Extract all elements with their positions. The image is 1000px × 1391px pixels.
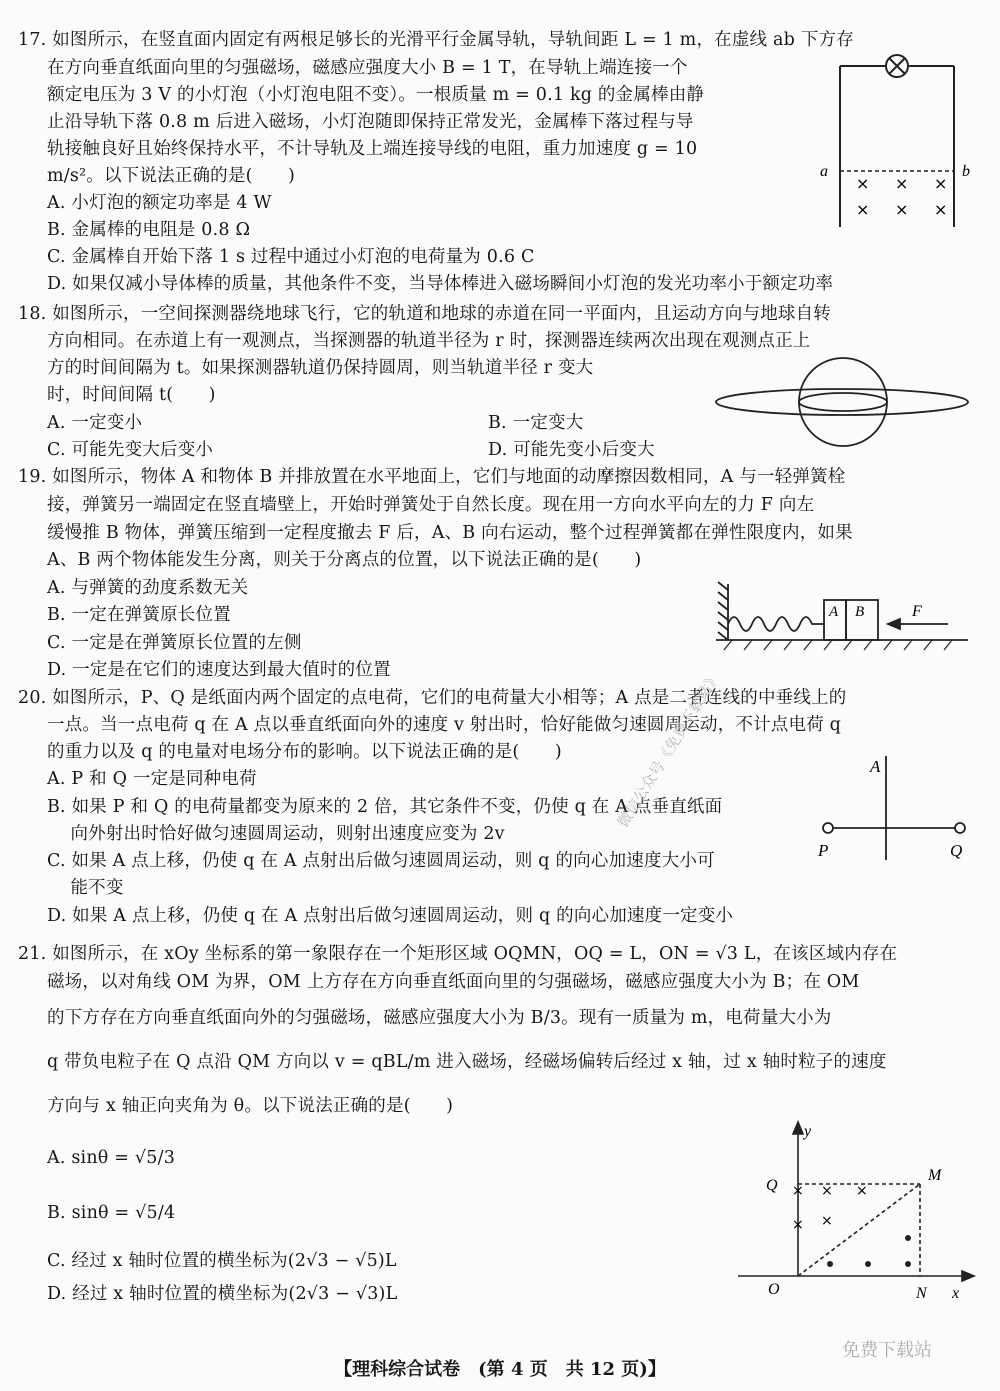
- q21-option-c: C. 经过 x 轴时位置的横坐标为(2√3 − √5)L: [47, 1251, 397, 1271]
- q20-option-b: B. 如果 P 和 Q 的电荷量都变为原来的 2 倍，其它条件不变，仍使 q 在 A 点垂直纸面: [47, 797, 723, 817]
- q21-line-1: 21. 如图所示，在 xOy 坐标系的第一象限存在一个矩形区域 OQMN，OQ = L，ON = √3 L，在该区域内存在: [18, 944, 898, 964]
- field-cross: ×: [856, 200, 870, 219]
- q21-line-5: 方向与 x 轴正向夹角为 θ。以下说法正确的是( ): [47, 1096, 454, 1116]
- q20-line-1: 20. 如图所示，P、Q 是纸面内两个固定的点电荷，它们的电荷量大小相等；A 点是二者连线的中垂线上的: [18, 688, 847, 708]
- force-f-label: F: [912, 603, 922, 620]
- q18-line-3: 方的时间间隔为 t。如果探测器轨道仍保持圆周，则当轨道半径 r 变大: [47, 358, 594, 378]
- q17-option-b: B. 金属棒的电阻是 0.8 Ω: [47, 220, 251, 240]
- q18-option-c: C. 可能先变大后变小: [47, 440, 214, 460]
- q17-line-5: 轨接触良好且始终保持水平，不计导轨及上端连接导线的电阻，重力加速度 g = 10: [47, 139, 698, 159]
- q21-line-3: 的下方存在方向垂直纸面向外的匀强磁场，磁感应强度大小为 B/3。现有一质量为 m，电荷量大小为: [47, 1008, 832, 1028]
- field-cross: ×: [934, 174, 948, 193]
- q20-line-2: 一点。当一点电荷 q 在 A 点以垂直纸面向外的速度 v 射出时，恰好能做匀速圆周运动，不计点电荷 q: [47, 715, 842, 735]
- field-cross: ×: [792, 1183, 804, 1199]
- q18-line-4: 时，时间间隔 t( ): [47, 385, 216, 405]
- point-q-label: Q: [766, 1177, 778, 1194]
- q21-option-b: B. sinθ = √5/4: [47, 1203, 176, 1223]
- q19-line-3: 缓慢推 B 物体，弹簧压缩到一定程度撤去 F 后，A、B 向右运动，整个过程弹簧都在弹性限度内，如果: [47, 523, 853, 543]
- point-a-label: A: [870, 757, 881, 776]
- q18-line-1: 18. 如图所示，一空间探测器绕地球飞行，它的轨道和地球的赤道在同一平面内，且运动方向与地球自转: [18, 304, 831, 324]
- field-cross: ×: [895, 174, 909, 193]
- q20-option-a: A. P 和 Q 一定是同种电荷: [47, 769, 257, 789]
- q19-line-2: 接，弹簧另一端固定在竖直墙壁上，开始时弹簧处于自然长度。现在用一方向水平向左的力 F 向左: [47, 495, 815, 515]
- page-footer: 【理科综合试卷 (第 4 页 共 12 页)】: [334, 1359, 666, 1380]
- q17-option-c: C. 金属棒自开始下落 1 s 过程中通过小灯泡的电荷量为 0.6 C: [47, 247, 535, 267]
- side-watermark: 微信公众号《免费下载站》: [613, 668, 725, 831]
- q18-earth-orbit-figure: [712, 356, 974, 448]
- q18-option-d: D. 可能先变小后变大: [488, 440, 655, 460]
- corner-watermark: 免费下载站: [842, 1340, 932, 1361]
- q19-option-c: C. 一定是在弹簧原长位置的左侧: [47, 633, 302, 653]
- q20-option-c: C. 如果 A 点上移，仍使 q 在 A 点射出后做匀速圆周运动，则 q 的向心加速度大小可: [47, 851, 715, 871]
- field-cross: ×: [792, 1217, 804, 1233]
- field-cross: ×: [821, 1183, 833, 1199]
- q17-label-b: b: [962, 163, 970, 180]
- q17-option-a: A. 小灯泡的额定功率是 4 W: [47, 193, 272, 213]
- q19-line-4: A、B 两个物体能发生分离，则关于分离点的位置，以下说法正确的是( ): [47, 550, 642, 570]
- q21-coordinate-figure: [730, 1118, 982, 1306]
- field-cross: ×: [856, 1183, 868, 1199]
- q19-option-b: B. 一定在弹簧原长位置: [47, 605, 231, 625]
- field-cross: ×: [856, 174, 870, 193]
- q17-line-2: 在方向垂直纸面向里的匀强磁场，磁感应强度大小 B = 1 T，在导轨上端连接一个: [47, 58, 688, 78]
- q19-spring-blocks-figure: [712, 576, 974, 656]
- q17-line-4: 止沿导轨下落 0.8 m 后进入磁场，小灯泡随即保持正常发光，金属棒下落过程与导: [47, 112, 694, 132]
- origin-o-label: O: [768, 1281, 780, 1298]
- field-cross: ×: [821, 1213, 833, 1229]
- q19-option-d: D. 一定是在它们的速度达到最大值时的位置: [47, 660, 391, 680]
- q17-line-3: 额定电压为 3 V 的小灯泡（小灯泡电阻不变）。一根质量 m = 0.1 kg 的金属棒由静: [47, 85, 705, 105]
- q20-charges-figure: [812, 752, 974, 864]
- q17-rail-figure: [812, 52, 982, 230]
- q19-option-a: A. 与弹簧的劲度系数无关: [47, 578, 249, 598]
- q17-option-d: D. 如果仅减小导体棒的质量，其他条件不变，当导体棒进入磁场瞬间小灯泡的发光功率小于额定功率: [47, 274, 834, 294]
- charge-p-label: P: [818, 841, 829, 860]
- axis-y-label: y: [804, 1123, 812, 1140]
- block-a-label: A: [829, 604, 839, 620]
- field-cross: ×: [934, 200, 948, 219]
- q18-option-b: B. 一定变大: [488, 413, 584, 433]
- q18-option-a: A. 一定变小: [47, 413, 143, 433]
- q17-label-a: a: [820, 163, 828, 180]
- q17-line-6: m/s²。以下说法正确的是( ): [47, 166, 296, 186]
- axis-x-label: x: [952, 1285, 960, 1302]
- q21-option-a: A. sinθ = √5/3: [47, 1148, 176, 1168]
- field-cross: ×: [895, 200, 909, 219]
- q21-line-4: q 带负电粒子在 Q 点沿 QM 方向以 v = qBL/m 进入磁场，经磁场偏转后经过 x 轴，过 x 轴时粒子的速度: [47, 1052, 887, 1072]
- q20-option-b-cont: 向外射出时恰好做匀速圆周运动，则射出速度应变为 2v: [47, 824, 505, 844]
- point-m-label: M: [928, 1167, 942, 1184]
- q17-line-1: 17. 如图所示，在竖直面内固定有两根足够长的光滑平行金属导轨，导轨间距 L = 1 m，在虚线 ab 下方存: [18, 30, 854, 50]
- q18-line-2: 方向相同。在赤道上有一观测点，当探测器的轨道半径为 r 时，探测器连续两次出现在观测点正上: [47, 331, 811, 351]
- q21-line-2: 磁场，以对角线 OM 为界，OM 上方存在方向垂直纸面向里的匀强磁场，磁感应强度大小为 B；在 OM: [47, 972, 860, 992]
- q21-option-d: D. 经过 x 轴时位置的横坐标为(2√3 − √3)L: [47, 1284, 398, 1304]
- point-n-label: N: [916, 1285, 927, 1302]
- q20-option-d: D. 如果 A 点上移，仍使 q 在 A 点射出后做匀速圆周运动，则 q 的向心加速度一定变小: [47, 906, 734, 926]
- q19-line-1: 19. 如图所示，物体 A 和物体 B 并排放置在水平地面上，它们与地面的动摩擦因数相同，A 与一轻弹簧栓: [18, 467, 846, 487]
- charge-q-label: Q: [950, 841, 963, 860]
- q20-line-3: 的重力以及 q 的电量对电场分布的影响。以下说法正确的是( ): [47, 742, 562, 762]
- q20-option-c-cont: 能不变: [47, 878, 124, 898]
- block-b-label: B: [855, 604, 865, 620]
